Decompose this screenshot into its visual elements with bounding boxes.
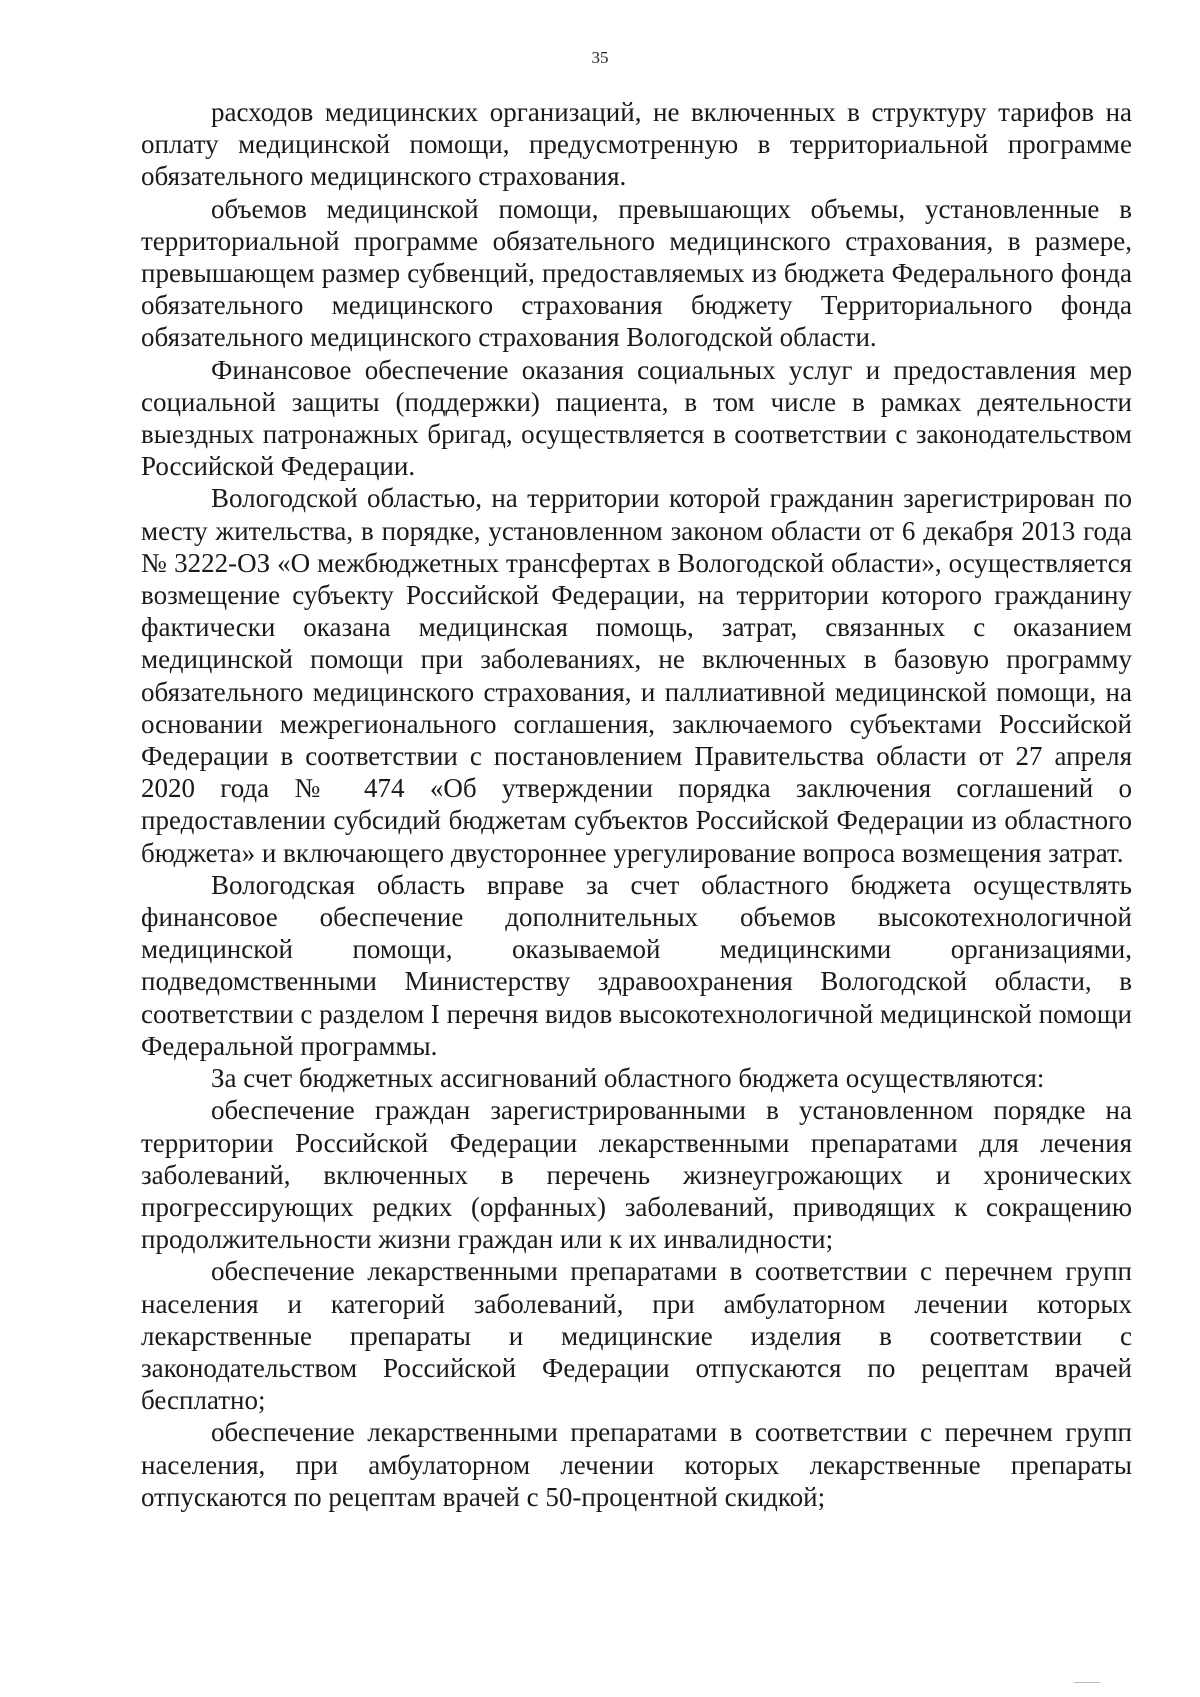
scan-artifact xyxy=(1074,1682,1100,1691)
paragraph: Финансовое обеспечение оказания социальных услуг и предоставления мер социальной защиты (поддержки) пациента, в том числе в рамках деятельности выездных патронажных бригад, осуществляется в соответствии с законодательством Российской Федерации. xyxy=(141,354,1132,482)
paragraph: расходов медицинских организаций, не включенных в структуру тарифов на оплату медицинской помощи, предусмотренную в территориальной программе обязательного медицинского страхования. xyxy=(141,97,1132,192)
document-body xyxy=(141,96,1132,1513)
paragraph: Вологодская область вправе за счет областного бюджета осуществлять финансовое обеспечение дополнительных объемов высокотехнологичной медицинской помощи, оказываемой медицинскими организациями, подведомственными Министерству здравоохранения Вологодской области, в соответствии с разделом I перечня видов высокотехнологичной медицинской помощи Федеральной программы. xyxy=(141,869,1132,1061)
list-item: обеспечение лекарственными препаратами в соответствии с перечнем групп населения, при амбулаторном лечении которых лекарственные препараты отпускаются по рецептам врачей с 50-процентной скидкой; xyxy=(141,1417,1132,1512)
paragraph: Вологодской областью, на территории которой гражданин зарегистрирован по месту жительства, в порядке, установленном законом области от 6 декабря 2013 года № 3222-ОЗ «О межбюджетных трансфертах в Вологодской области», осуществляется возмещение субъекту Российской Федерации, на территории которого гражданину фактически оказана медицинская помощь, затрат, связанных с оказанием медицинской помощи при заболеваниях, не включенных в базовую программу обязательного медицинского страхования, и паллиативной медицинской помощи, на основании межрегионального соглашения, заключаемого субъектами Российской Федерации в соответствии с постановлением Правительства области от 27 апреля 2020 года № 474 «Об утверждении порядка заключения соглашений о предоставлении субсидий бюджетам субъектов Российской Федерации из областного бюджета» и включающего двустороннее урегулирование вопроса возмещения затрат. xyxy=(141,483,1132,868)
page-number: 35 xyxy=(591,48,609,67)
paragraph: За счет бюджетных ассигнований областного бюджета осуществляются: xyxy=(211,1063,1045,1094)
list-item: обеспечение граждан зарегистрированными в установленном порядке на территории Российской Федерации лекарственными препаратами для лечения заболеваний, включенных в перечень жизнеугрожающих и хронических прогрессирующих редких (орфанных) заболеваний, приводящих к сокращению продолжительности жизни граждан или к их инвалидности; xyxy=(141,1095,1132,1255)
paragraph: объемов медицинской помощи, превышающих объемы, установленные в территориальной программе обязательного медицинского страхования, в размере, превышающем размер субвенций, предоставляемых из бюджета Федерального фонда обязательного медицинского страхования бюджету Территориального фонда обязательного медицинского страхования Вологодской области. xyxy=(141,193,1132,353)
list-item: обеспечение лекарственными препаратами в соответствии с перечнем групп населения и категорий заболеваний, при амбулаторном лечении которых лекарственные препараты и медицинские изделия в соответствии с законодательством Российской Федерации отпускаются по рецептам врачей бесплатно; xyxy=(141,1256,1132,1416)
